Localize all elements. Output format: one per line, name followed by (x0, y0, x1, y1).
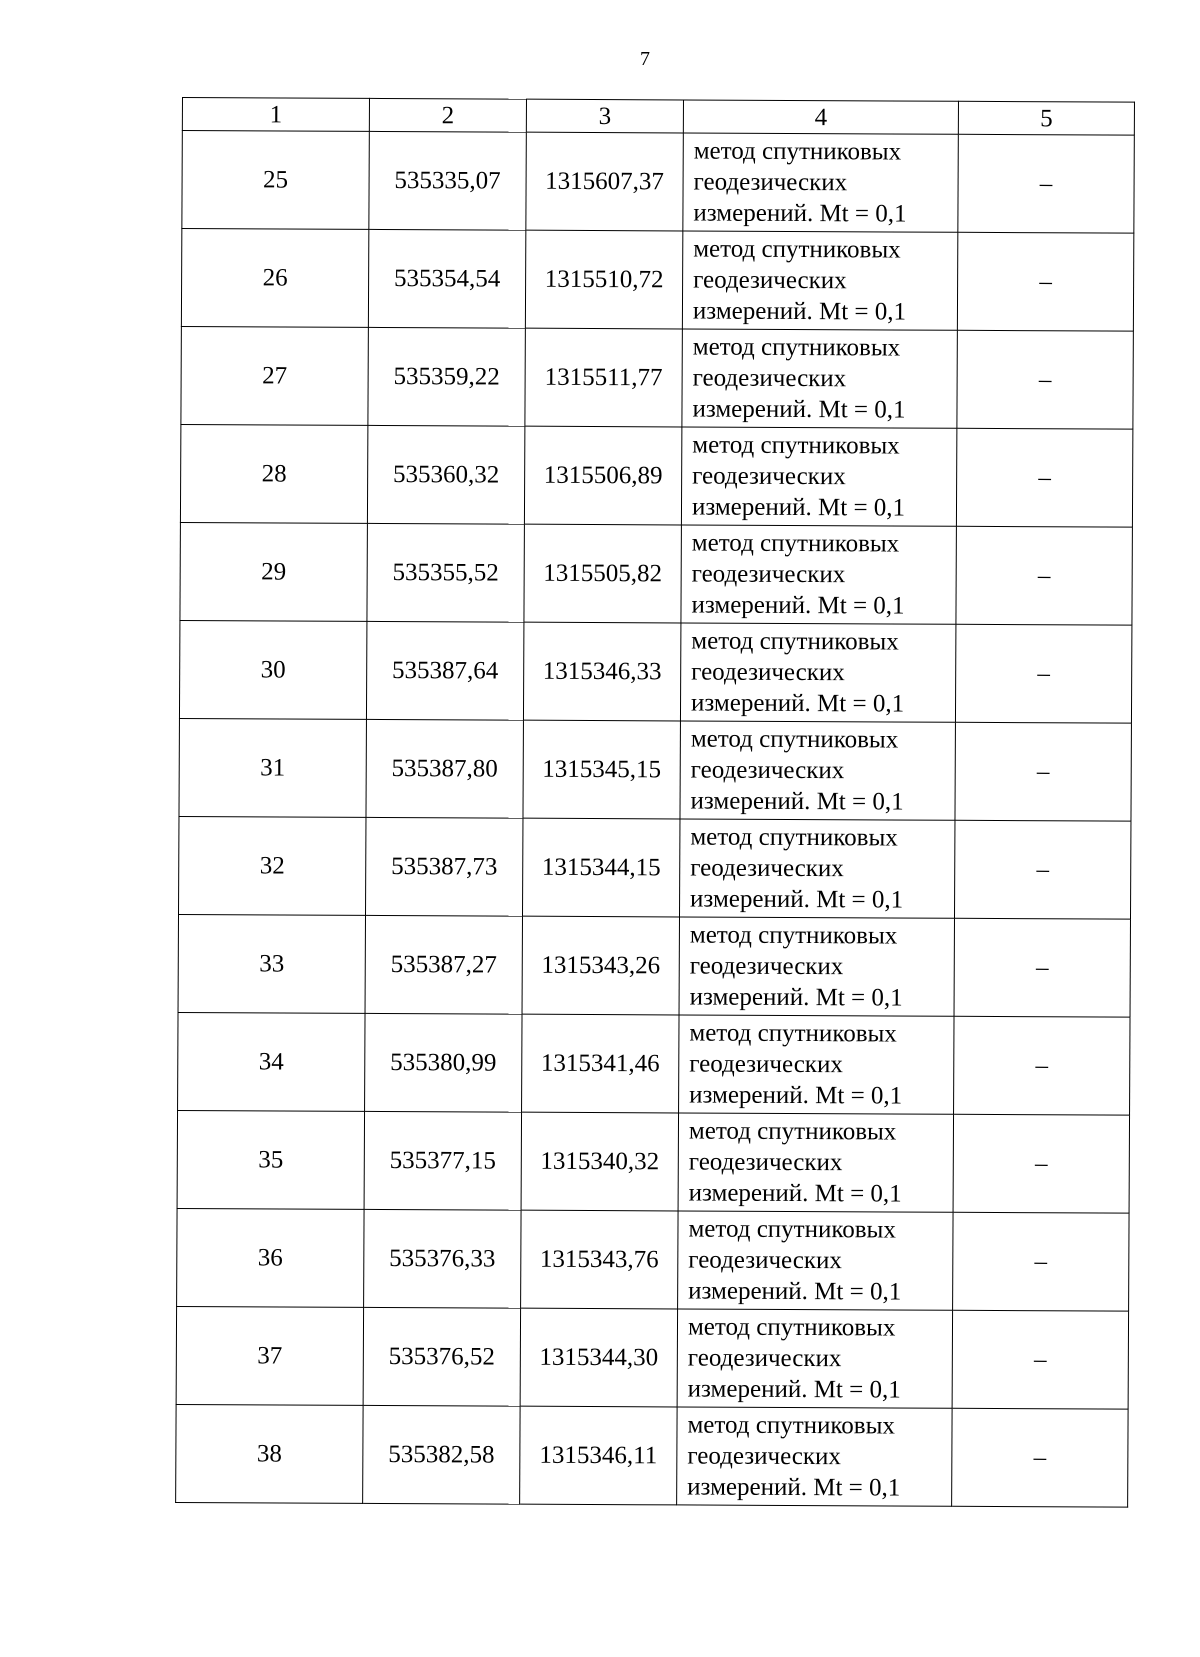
point-number-cell: 30 (179, 620, 366, 719)
x-coordinate-cell: 535360,32 (367, 425, 524, 524)
y-coordinate-cell: 1315346,33 (523, 622, 680, 721)
method-cell (681, 525, 956, 624)
x-coordinate-cell: 535387,27 (365, 915, 522, 1014)
coordinates-table (175, 97, 1135, 1508)
page-number: 7 (640, 48, 650, 70)
y-coordinate-cell: 1315343,26 (522, 916, 679, 1015)
method-line: геодезических (688, 1148, 843, 1177)
method-line: метод спутниковых (687, 1411, 895, 1440)
method-line: измерений. Mt = 0,1 (692, 395, 906, 424)
method-line: геодезических (687, 1442, 842, 1471)
y-coordinate-cell: 1315506,89 (524, 426, 681, 525)
table-row (176, 1306, 1128, 1409)
method-line: измерений. Mt = 0,1 (691, 591, 905, 620)
method-line: метод спутниковых (693, 137, 902, 166)
method-line: измерений. Mt = 0,1 (687, 1473, 901, 1502)
point-number-cell: 27 (181, 326, 368, 425)
method-line: метод спутниковых (691, 627, 899, 656)
method-cell (682, 329, 957, 428)
method-cell (681, 427, 956, 526)
y-coordinate-cell: 1315345,15 (523, 720, 680, 819)
table-body (176, 131, 1135, 1508)
method-line: геодезических (692, 364, 847, 393)
table-row (177, 1110, 1129, 1213)
header-cell-5: 5 (958, 101, 1134, 135)
method-cell (683, 133, 958, 232)
y-coordinate-cell: 1315344,30 (520, 1308, 677, 1407)
method-line: метод спутниковых (689, 1019, 897, 1048)
method-line: метод спутниковых (688, 1215, 896, 1244)
x-coordinate-cell: 535380,99 (365, 1013, 522, 1112)
point-number-cell: 34 (178, 1012, 365, 1111)
method-line: геодезических (689, 1050, 843, 1079)
x-coordinate-cell: 535354,54 (368, 229, 525, 328)
method-line: метод спутниковых (692, 431, 900, 460)
note-cell: – (954, 918, 1130, 1017)
method-cell (679, 819, 954, 918)
method-line: геодезических (688, 1246, 842, 1275)
method-cell (679, 1015, 954, 1114)
method-line: метод спутниковых (692, 333, 901, 362)
y-coordinate-cell: 1315344,15 (523, 818, 680, 917)
method-line: измерений. Mt = 0,1 (691, 493, 906, 522)
method-line: измерений. Mt = 0,1 (687, 1375, 901, 1404)
note-cell: – (957, 330, 1133, 429)
table-row (179, 816, 1131, 919)
note-cell: – (955, 722, 1131, 821)
method-line: измерений. Mt = 0,1 (690, 689, 905, 718)
note-cell: – (957, 232, 1133, 331)
method-line: метод спутниковых (687, 1313, 896, 1342)
method-line: измерений. Mt = 0,1 (689, 983, 903, 1012)
point-number-cell: 26 (181, 229, 368, 328)
method-line: геодезических (690, 756, 845, 785)
method-line: метод спутниковых (690, 823, 898, 852)
method-line: геодезических (691, 658, 845, 687)
method-cell (680, 721, 955, 820)
method-line: метод спутниковых (693, 235, 901, 264)
point-number-cell: 35 (177, 1110, 364, 1209)
method-line: метод спутниковых (691, 529, 900, 558)
y-coordinate-cell: 1315340,32 (521, 1112, 678, 1211)
point-number-cell: 38 (176, 1404, 363, 1503)
method-line: геодезических (691, 560, 846, 589)
method-line: метод спутниковых (690, 725, 899, 754)
y-coordinate-cell: 1315346,11 (520, 1406, 677, 1505)
x-coordinate-cell: 535382,58 (363, 1405, 520, 1504)
method-line: геодезических (693, 168, 848, 197)
y-coordinate-cell: 1315341,46 (522, 1014, 679, 1113)
method-line: геодезических (693, 266, 847, 295)
x-coordinate-cell: 535377,15 (364, 1111, 521, 1210)
x-coordinate-cell: 535335,07 (369, 131, 526, 230)
header-cell-3: 3 (526, 99, 683, 133)
table-row (179, 718, 1131, 821)
y-coordinate-cell: 1315505,82 (524, 524, 681, 623)
note-cell: – (958, 134, 1134, 233)
method-cell (680, 623, 955, 722)
x-coordinate-cell: 535376,52 (363, 1307, 520, 1406)
table-row (177, 1208, 1129, 1311)
table-row (176, 1404, 1128, 1507)
table-row (181, 326, 1133, 429)
method-cell (682, 231, 957, 330)
method-line: измерений. Mt = 0,1 (688, 1179, 902, 1208)
note-cell: – (955, 624, 1131, 723)
note-cell: – (953, 1114, 1129, 1213)
point-number-cell: 28 (180, 424, 367, 523)
y-coordinate-cell: 1315510,72 (525, 230, 682, 329)
table-row (180, 424, 1132, 527)
method-line: метод спутниковых (688, 1117, 897, 1146)
point-number-cell: 29 (180, 522, 367, 621)
point-number-cell: 25 (182, 131, 369, 230)
method-line: измерений. Mt = 0,1 (689, 1081, 903, 1110)
method-line: измерений. Mt = 0,1 (690, 885, 904, 914)
note-cell: – (954, 1016, 1130, 1115)
method-line: геодезических (690, 854, 844, 883)
x-coordinate-cell: 535387,73 (366, 817, 523, 916)
y-coordinate-cell: 1315607,37 (526, 132, 683, 231)
y-coordinate-cell: 1315343,76 (521, 1210, 678, 1309)
method-line: геодезических (692, 462, 846, 491)
method-cell (679, 917, 954, 1016)
note-cell: – (956, 526, 1132, 625)
x-coordinate-cell: 535387,64 (366, 621, 523, 720)
note-cell: – (956, 428, 1132, 527)
header-cell-2: 2 (369, 98, 526, 132)
table-row (181, 229, 1133, 332)
note-cell: – (952, 1408, 1128, 1507)
x-coordinate-cell: 535387,80 (366, 719, 523, 818)
header-row (182, 98, 1134, 136)
method-line: измерений. Mt = 0,1 (693, 199, 907, 228)
table-row (180, 522, 1132, 625)
method-line: измерений. Mt = 0,1 (692, 297, 907, 326)
method-cell (677, 1407, 952, 1506)
point-number-cell: 31 (179, 718, 366, 817)
method-cell (678, 1113, 953, 1212)
method-cell (677, 1309, 952, 1408)
note-cell: – (952, 1310, 1128, 1409)
header-cell-4: 4 (683, 100, 958, 134)
method-cell (678, 1211, 953, 1310)
header-cell-1: 1 (182, 98, 369, 132)
point-number-cell: 32 (179, 816, 366, 915)
table-row (178, 1012, 1130, 1115)
point-number-cell: 36 (177, 1208, 364, 1307)
method-line: измерений. Mt = 0,1 (688, 1277, 902, 1306)
point-number-cell: 37 (176, 1306, 363, 1405)
note-cell: – (954, 820, 1130, 919)
table-row (182, 131, 1134, 234)
x-coordinate-cell: 535376,33 (364, 1209, 521, 1308)
method-line: метод спутниковых (689, 921, 898, 950)
point-number-cell: 33 (178, 914, 365, 1013)
note-cell: – (953, 1212, 1129, 1311)
method-line: геодезических (687, 1344, 842, 1373)
method-line: геодезических (689, 952, 844, 981)
x-coordinate-cell: 535359,22 (368, 327, 525, 426)
y-coordinate-cell: 1315511,77 (525, 328, 682, 427)
x-coordinate-cell: 535355,52 (367, 523, 524, 622)
table-row (179, 620, 1131, 723)
method-line: измерений. Mt = 0,1 (690, 787, 904, 816)
table-row (178, 914, 1130, 1017)
